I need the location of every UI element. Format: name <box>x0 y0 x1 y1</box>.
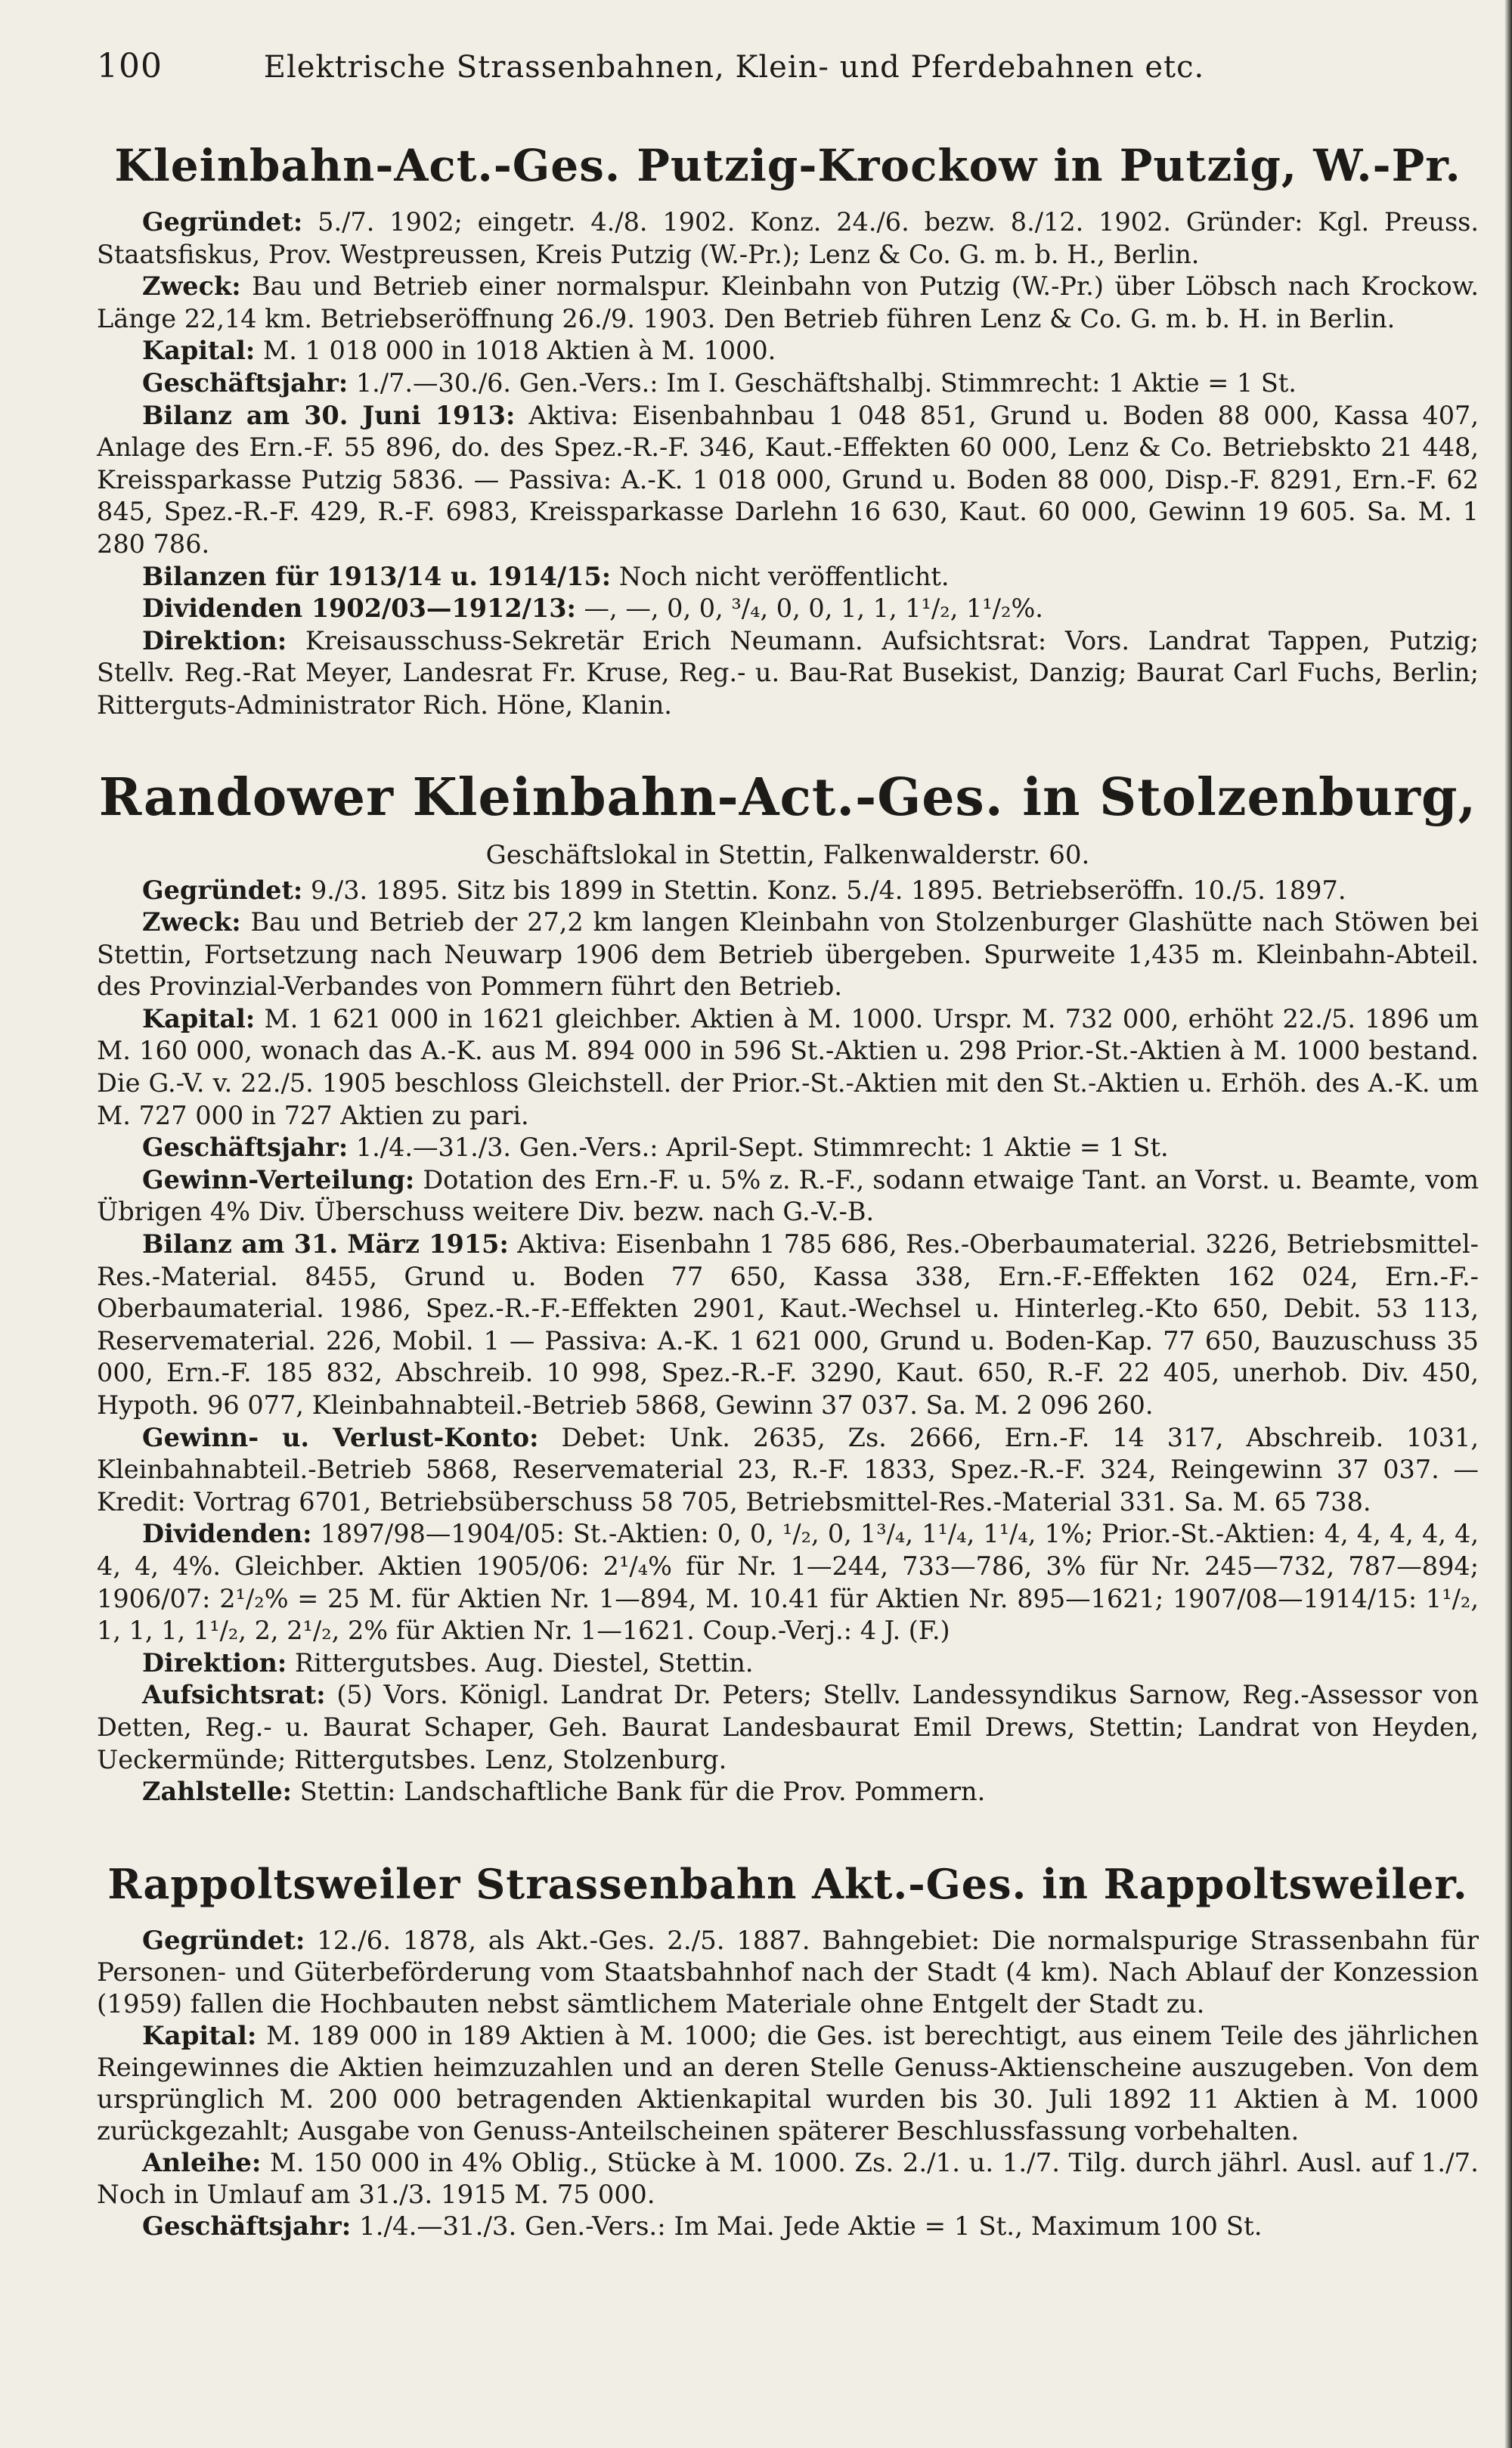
entry-paragraph: Dividenden 1902/03—1912/13: —, —, 0, 0, ³/₄, 0, 0, 1, 1, 1¹/₂, 1¹/₂%. <box>142 593 1043 624</box>
entry-paragraph: Gegründet: 9./3. 1895. Sitz bis 1899 in Stettin. Konz. 5./4. 1895. Betriebseröffn. 10./5. 1897. <box>142 875 1346 905</box>
company-title: Kleinbahn-Act.-Ges. Putzig-Krockow in Putzig, W.-Pr. <box>114 140 1461 191</box>
entry-paragraph: Direktion: Kreisausschuss-Sekretär Erich Neumann. Aufsichtsrat: Vors. Landrat Tappen, Putzig; Stellv. Reg.-Rat Meyer, Landesrat Fr. Kruse, Reg.- u. Bau-Rat Busekist, Danzig; Baurat Carl Fuchs, Berlin; Ritterguts-Administrator Rich. Höne, Klanin. <box>97 625 1479 720</box>
company-subtitle: Geschäftslokal in Stettin, Falkenwalderstr. 60. <box>485 839 1090 870</box>
company-title: Randower Kleinbahn-Act.-Ges. in Stolzenburg, <box>98 767 1477 828</box>
entry-paragraph: Kapital: M. 1 621 000 in 1621 gleichber. Aktien à M. 1000. Urspr. M. 732 000, erhöht 22./5. 1896 um M. 160 000, wonach das A.-K. aus M. 894 000 in 596 St.-Aktien u. 298 Prior.-St.-Aktien à M. 1000 bestand. Die G.-V. v. 22./5. 1905 beschloss Gleichstell. der Prior.-St.-Aktien mit den St.-Aktien u. Erhöh. des A.-K. um M. 727 000 in 727 Aktien zu pari. <box>97 1003 1479 1130</box>
running-head <box>97 47 1479 85</box>
entry-paragraph: Gewinn-Verteilung: Dotation des Ern.-F. u. 5% z. R.-F., sodann etwaige Tant. an Vorst. u. Beamte, vom Übrigen 4% Div. Überschuss weitere Div. bezw. nach G.-V.-B. <box>97 1164 1479 1227</box>
page-number: 100 <box>97 47 163 85</box>
entry-paragraph: Kapital: M. 1 018 000 in 1018 Aktien à M. 1000. <box>142 336 776 366</box>
entry-paragraph: Gewinn- u. Verlust-Konto: Debet: Unk. 2635, Zs. 2666, Ern.-F. 14 317, Abschreib. 1031, Kleinbahnabteil.-Betrieb 5868, Reservematerial 23, R.-F. 1833, Spez.-R.-F. 324, Reingewinn 37 037. — Kredit: Vortrag 6701, Betriebsüberschuss 58 705, Betriebsmittel-Res.-Material 331. Sa. M. 65 738. <box>97 1422 1479 1517</box>
entry-paragraph: Zweck: Bau und Betrieb der 27,2 km langen Kleinbahn von Stolzenburger Glashütte nach Stöwen bei Stettin, Fortsetzung nach Neuwarp 1906 dem Betrieb übergeben. Spurweite 1,435 m. Kleinbahn-Abteil. des Provinzial-Verbandes von Pommern führt den Betrieb. <box>97 907 1479 1002</box>
entry-paragraph: Dividenden: 1897/98—1904/05: St.-Aktien: 0, 0, ¹/₂, 0, 1³/₄, 1¹/₄, 1¹/₄, 1%; Prior.-St.-Aktien: 4, 4, 4, 4, 4, 4, 4, 4%. Gleichber. Aktien 1905/06: 2¹/₄% für Nr. 1—244, 733—786, 3% für Nr. 245—732, 787—894; 1906/07: 2¹/₂% = 25 M. für Aktien Nr. 1—894, M. 10.41 für Aktien Nr. 895—1621; 1907/08—1914/15: 1¹/₂, 1, 1, 1, 1¹/₂, 2, 2¹/₂, 2% für Aktien Nr. 1—1621. Coup.-Verj.: 4 J. (F.) <box>97 1519 1479 1646</box>
page-gutter-shadow <box>1504 0 1512 2448</box>
company-title: Rappoltsweiler Strassenbahn Akt.-Ges. in Rappoltsweiler. <box>107 1859 1468 1908</box>
company-entry <box>97 1848 1479 2242</box>
entry-paragraph: Anleihe: M. 150 000 in 4% Oblig., Stücke à M. 1000. Zs. 2./1. u. 1./7. Tilg. durch jährl. Ausl. auf 1./7. Noch in Umlauf am 31./3. 1915 M. 75 000. <box>97 2147 1479 2210</box>
entry-paragraph: Bilanz am 31. März 1915: Aktiva: Eisenbahn 1 785 686, Res.-Oberbaumaterial. 3226, Betriebsmittel-Res.-Material. 8455, Grund u. Boden 77 650, Kassa 338, Ern.-F.-Effekten 162 024, Ern.-F.-Oberbaumaterial. 1986, Spez.-R.-F.-Effekten 2901, Kaut.-Wechsel u. Hinterleg.-Kto 650, Debit. 53 113, Reservematerial. 226, Mobil. 1 — Passiva: A.-K. 1 621 000, Grund u. Boden-Kap. 77 650, Bauzuschuss 35 000, Ern.-F. 185 832, Abschreib. 10 998, Spez.-R.-F. 3290, Kaut. 650, R.-F. 22 405, unerhob. Div. 450, Hypoth. 96 077, Kleinbahnabteil.-Betrieb 5868, Gewinn 37 037. Sa. M. 2 096 260. <box>97 1229 1479 1420</box>
running-title: Elektrische Strassenbahnen, Klein- und Pferdebahnen etc. <box>263 50 1205 85</box>
company-entry <box>97 129 1479 722</box>
entry-paragraph: Gegründet: 12./6. 1878, als Akt.-Ges. 2./5. 1887. Bahngebiet: Die normalspurige Strassenbahn für Personen- und Güterbeförderung vom Staatsbahnhof nach der Stadt (4 km). Nach Ablauf der Konzession (1959) fallen die Hochbauten nebst sämtlichem Materiale ohne Entgelt der Stadt zu. <box>97 1925 1479 2019</box>
entry-paragraph: Aufsichtsrat: (5) Vors. Königl. Landrat Dr. Peters; Stellv. Landessyndikus Sarnow, Reg.-Assessor von Detten, Reg.- u. Baurat Schaper, Geh. Baurat Landesbaurat Emil Drews, Stettin; Landrat von Heyden, Ueckermünde; Rittergutsbes. Lenz, Stolzenburg. <box>97 1680 1479 1774</box>
entry-paragraph: Geschäftsjahr: 1./7.—30./6. Gen.-Vers.: Im I. Geschäftshalbj. Stimmrecht: 1 Aktie = 1 St. <box>142 367 1297 398</box>
entry-paragraph: Bilanzen für 1913/14 u. 1914/15: Noch nicht veröffentlicht. <box>142 561 950 591</box>
entry-paragraph: Zweck: Bau und Betrieb einer normalspur. Kleinbahn von Putzig (W.-Pr.) über Löbsch nach Krockow. Länge 22,14 km. Betriebseröffnung 26./9. 1903. Den Betrieb führen Lenz & Co. G. m. b. H. in Berlin. <box>97 271 1479 333</box>
entry-paragraph: Geschäftsjahr: 1./4.—31./3. Gen.-Vers.: Im Mai. Jede Aktie = 1 St., Maximum 100 St. <box>142 2211 1263 2242</box>
entry-paragraph: Direktion: Rittergutsbes. Aug. Diestel, Stettin. <box>142 1647 754 1678</box>
company-entry <box>97 761 1479 1808</box>
entry-paragraph: Kapital: M. 189 000 in 189 Aktien à M. 1000; die Ges. ist berechtigt, aus einem Teile des jährlichen Reingewinnes die Aktien heimzuzahlen und an deren Stelle Genuss-Aktienscheine auszugeben. Von dem ursprünglich M. 200 000 betragenden Aktienkapital wurden bis 30. Juli 1892 11 Aktien à M. 1000 zurückgezahlt; Ausgabe von Genuss-Anteilscheinen späterer Beschlussfassung vorbehalten. <box>97 2020 1479 2146</box>
entry-paragraph: Geschäftsjahr: 1./4.—31./3. Gen.-Vers.: April-Sept. Stimmrecht: 1 Aktie = 1 St. <box>142 1133 1169 1163</box>
entry-paragraph: Bilanz am 30. Juni 1913: Aktiva: Eisenbahnbau 1 048 851, Grund u. Boden 88 000, Kassa 407, Anlage des Ern.-F. 55 896, do. des Spez.-R.-F. 346, Kaut.-Effekten 60 000, Lenz & Co. Betriebskto 21 448, Kreissparkasse Putzig 5836. — Passiva: A.-K. 1 018 000, Grund u. Boden 88 000, Disp.-F. 8291, Ern.-F. 62 845, Spez.-R.-F. 429, R.-F. 6983, Kreissparkasse Darlehn 16 630, Kaut. 60 000, Gewinn 19 605. Sa. M. 1 280 786. <box>97 400 1479 559</box>
entry-paragraph: Zahlstelle: Stettin: Landschaftliche Bank für die Prov. Pommern. <box>142 1777 986 1807</box>
entry-paragraph: Gegründet: 5./7. 1902; eingetr. 4./8. 1902. Konz. 24./6. bezw. 8./12. 1902. Gründer: Kgl. Preuss. Staatsfiskus, Prov. Westpreussen, Kreis Putzig (W.-Pr.); Lenz & Co. G. m. b. H., Berlin. <box>97 207 1479 269</box>
